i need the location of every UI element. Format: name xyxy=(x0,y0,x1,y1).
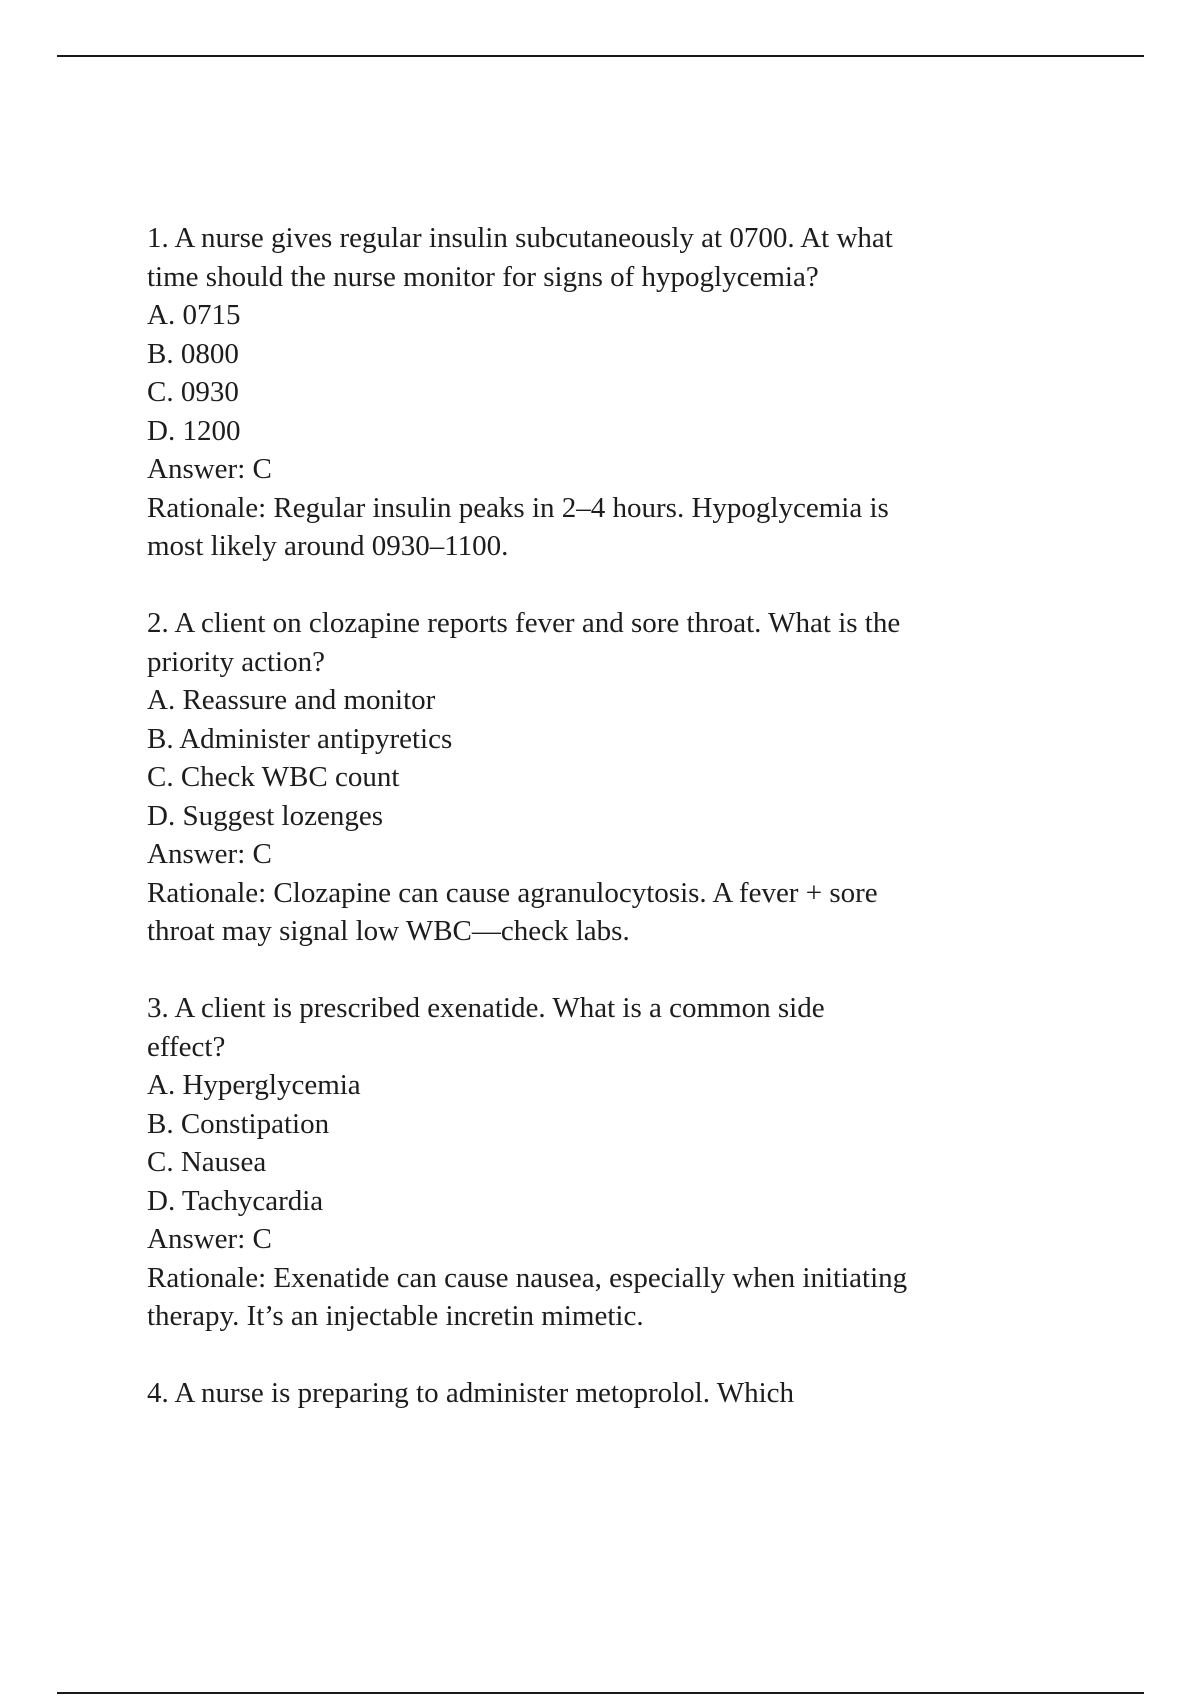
question-stem-line: priority action? xyxy=(147,645,325,678)
answer-key: Answer: C xyxy=(147,1223,272,1255)
question-stem-line: 2. A client on clozapine reports fever and sore throat. What is the xyxy=(147,607,901,639)
question-4 xyxy=(147,1374,1047,1413)
document-body xyxy=(147,219,1047,1413)
question-stem-line: 4. A nurse is preparing to administer metoprolol. Which xyxy=(147,1377,795,1409)
answer-option: C. Check WBC count xyxy=(147,761,400,793)
answer-key: Answer: C xyxy=(147,453,272,485)
answer-option: B. 0800 xyxy=(147,337,239,370)
question-1 xyxy=(147,219,1047,566)
question-stem-line: 1. A nurse gives regular insulin subcutaneously at 0700. At what xyxy=(147,222,893,254)
question-2 xyxy=(147,604,1047,951)
rationale-line: therapy. It’s an injectable incretin mimetic. xyxy=(147,1300,644,1332)
rationale-line: Rationale: Regular insulin peaks in 2–4 hours. Hypoglycemia is xyxy=(147,491,889,524)
answer-option: B. Constipation xyxy=(147,1107,330,1140)
rationale-line: Rationale: Exenatide can cause nausea, especially when initiating xyxy=(147,1261,908,1294)
answer-option: A. Hyperglycemia xyxy=(147,1069,361,1101)
question-stem-line: time should the nurse monitor for signs of hypoglycemia? xyxy=(147,260,819,293)
question-3 xyxy=(147,989,1047,1336)
answer-option: A. Reassure and monitor xyxy=(147,684,436,716)
answer-option: C. 0930 xyxy=(147,376,239,408)
bottom-divider xyxy=(57,1692,1144,1694)
answer-option: D. 1200 xyxy=(147,414,241,447)
answer-option: B. Administer antipyretics xyxy=(147,722,453,755)
rationale-line: throat may signal low WBC—check labs. xyxy=(147,915,630,947)
answer-key: Answer: C xyxy=(147,838,272,870)
question-stem-line: effect? xyxy=(147,1030,226,1063)
answer-option: C. Nausea xyxy=(147,1146,267,1178)
answer-option: A. 0715 xyxy=(147,299,241,331)
answer-option: D. Suggest lozenges xyxy=(147,799,383,832)
rationale-line: Rationale: Clozapine can cause agranulocytosis. A fever + sore xyxy=(147,876,878,909)
answer-option: D. Tachycardia xyxy=(147,1184,324,1217)
question-stem-line: 3. A client is prescribed exenatide. What is a common side xyxy=(147,992,825,1024)
rationale-line: most likely around 0930–1100. xyxy=(147,530,509,562)
top-divider xyxy=(57,55,1144,57)
